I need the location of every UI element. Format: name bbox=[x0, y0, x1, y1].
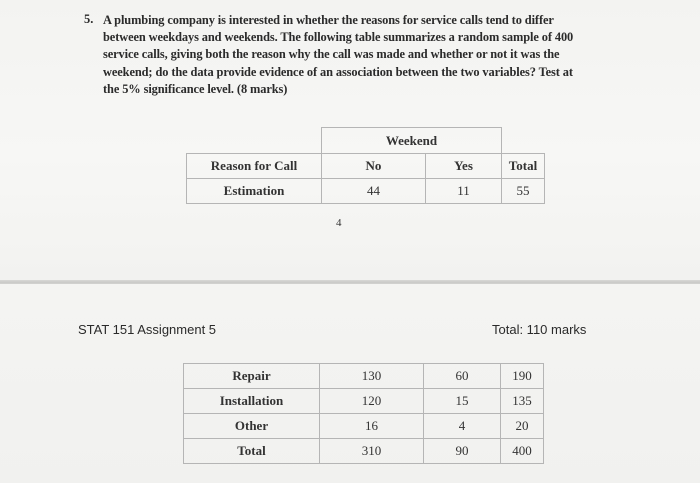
table-row bbox=[187, 179, 545, 204]
page-number: 4 bbox=[336, 217, 342, 229]
weekend-group-header: Weekend bbox=[322, 128, 502, 154]
cell-yes: 15 bbox=[424, 389, 501, 414]
header-no: No bbox=[322, 154, 426, 179]
question-line: A plumbing company is interested in whether the reasons for service calls tend to differ bbox=[103, 13, 554, 27]
table-blank-cell bbox=[187, 128, 322, 154]
cell-no: 16 bbox=[320, 414, 424, 439]
assignment-title: STAT 151 Assignment 5 bbox=[78, 322, 217, 337]
question-line: weekend; do the data provide evidence of an association between the two variables? Test at bbox=[103, 64, 573, 79]
cell-no: 130 bbox=[320, 364, 424, 389]
cell-total: 190 bbox=[501, 364, 544, 389]
row-label: Estimation bbox=[187, 179, 322, 204]
header-yes: Yes bbox=[426, 154, 502, 179]
cell-total: 400 bbox=[501, 439, 544, 464]
table-header-row bbox=[187, 154, 545, 179]
header-total: Total bbox=[502, 154, 545, 179]
table-row bbox=[184, 414, 544, 439]
cell-yes: 60 bbox=[424, 364, 501, 389]
table-group-header-row bbox=[187, 128, 545, 154]
row-label: Repair bbox=[184, 364, 320, 389]
total-marks: Total: 110 marks bbox=[492, 322, 587, 337]
table-row bbox=[184, 389, 544, 414]
cell-total: 135 bbox=[501, 389, 544, 414]
cell-yes: 90 bbox=[424, 439, 501, 464]
row-label: Other bbox=[184, 414, 320, 439]
question-line: between weekdays and weekends. The following table summarizes a random sample of 400 bbox=[103, 30, 574, 45]
row-label: Installation bbox=[184, 389, 320, 414]
question-text bbox=[103, 12, 603, 98]
table-row bbox=[184, 439, 544, 464]
cell-no: 310 bbox=[320, 439, 424, 464]
question-number: 5. bbox=[84, 12, 94, 26]
cell-yes: 4 bbox=[424, 414, 501, 439]
table-blank-cell bbox=[502, 128, 545, 154]
cell-total: 55 bbox=[502, 179, 545, 204]
table-row bbox=[184, 364, 544, 389]
question-line: the 5% significance level. (8 marks) bbox=[103, 81, 288, 96]
contingency-table-top bbox=[186, 127, 545, 204]
header-reason: Reason for Call bbox=[187, 154, 322, 179]
cell-no: 120 bbox=[320, 389, 424, 414]
cell-total: 20 bbox=[501, 414, 544, 439]
cell-no: 44 bbox=[322, 179, 426, 204]
cell-yes: 11 bbox=[426, 179, 502, 204]
contingency-table-bottom bbox=[183, 363, 544, 464]
question-line: service calls, giving both the reason why the call was made and whether or not it was the bbox=[103, 47, 560, 62]
row-label: Total bbox=[184, 439, 320, 464]
